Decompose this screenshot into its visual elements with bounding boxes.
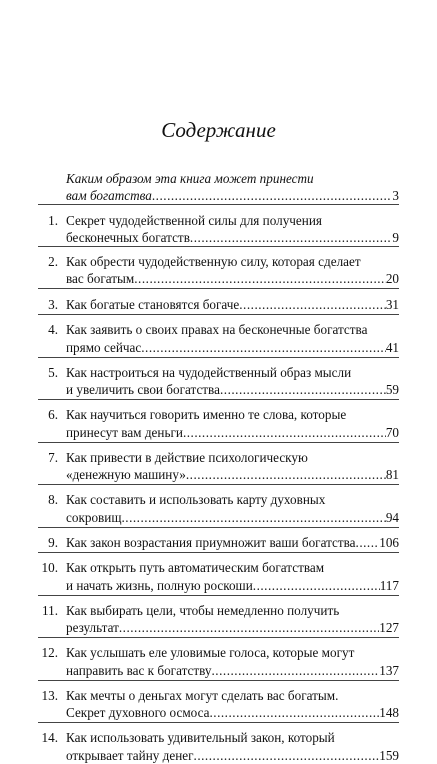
chapter-number: 6. (48, 407, 58, 422)
page-number: 41 (385, 340, 399, 355)
toc-entry-text: результат (66, 620, 119, 635)
toc-entry-leader (66, 467, 399, 483)
toc-entry-leader (66, 748, 399, 764)
page-number: 94 (385, 510, 399, 525)
dot-leader (134, 271, 386, 287)
page-number: 159 (379, 748, 399, 763)
toc-entry-text: Как составить и использовать карту духовных (66, 492, 326, 507)
dot-leader (356, 535, 380, 551)
dot-leader (253, 578, 380, 594)
toc-entry-text: Как научиться говорить именно те слова, которые (66, 407, 347, 422)
chapter-number: 9. (48, 535, 58, 550)
toc-entry-leader (66, 340, 399, 356)
toc-entry-text: Как обрести чудодейственную силу, которая сделает (66, 254, 361, 269)
dot-leader (194, 748, 380, 764)
chapter-number: 11. (42, 603, 58, 618)
page-title: Содержание (161, 118, 276, 142)
toc-entry-text: сокровищ (66, 510, 122, 525)
chapter-number: 2. (48, 254, 58, 269)
toc-entry-text: и увеличить свои богатства (66, 382, 220, 397)
toc-entry-text: Секрет духовного осмоса (66, 705, 210, 720)
dot-leader (119, 620, 379, 636)
toc-entry-text: бесконечных богатств (66, 230, 190, 245)
page-number: 9 (392, 230, 399, 245)
toc-entry-text: Как выбирать цели, чтобы немедленно получить (66, 603, 340, 618)
toc-entry-text: Как настроиться на чудодейственный образ мысли (66, 365, 352, 380)
divider (38, 399, 399, 400)
dot-leader (121, 510, 385, 526)
toc-entry-text: принесут вам деньги (66, 425, 183, 440)
chapter-number: 1. (48, 213, 58, 228)
page-number: 137 (379, 663, 399, 678)
toc-entry-leader (66, 382, 399, 398)
toc-entry-leader (66, 510, 399, 526)
divider (38, 314, 399, 315)
dot-leader (190, 230, 392, 246)
chapter-number: 12. (41, 645, 58, 660)
chapter-number: 3. (48, 297, 58, 312)
toc-entry-text: Как богатые становятся богаче (66, 297, 240, 312)
dot-leader (212, 663, 380, 679)
divider (38, 288, 399, 289)
chapter-number: 7. (48, 450, 58, 465)
toc-entry-text: Как услышать еле уловимые голоса, которые могут (66, 645, 355, 660)
toc-entry-text: Как мечты о деньгах могут сделать вас богатым. (66, 688, 339, 703)
toc-entry-text: направить вас к богатству (66, 663, 212, 678)
divider (38, 552, 399, 553)
toc-entry-leader (66, 230, 399, 246)
toc-entry-text: вам богатства (66, 188, 152, 203)
toc-entry-text: «денежную машину» (66, 467, 186, 482)
page-number: 127 (379, 620, 399, 635)
divider (38, 204, 399, 205)
divider (38, 680, 399, 681)
divider (38, 637, 399, 638)
toc-entry-leader (66, 620, 399, 636)
dot-leader (186, 467, 386, 483)
toc-entry-leader (66, 535, 399, 551)
page-number: 70 (385, 425, 399, 440)
toc-entry-text: Каким образом эта книга может принести (66, 171, 314, 186)
page-number: 3 (392, 188, 399, 203)
chapter-number: 4. (48, 322, 58, 337)
dot-leader (141, 340, 386, 356)
divider (38, 246, 399, 247)
toc-entry-text: вас богатым (66, 271, 135, 286)
chapter-number: 10. (41, 560, 58, 575)
toc-entry-text: и начать жизнь, полную роскоши (66, 578, 253, 593)
dot-leader (209, 705, 379, 721)
toc-entry-leader (66, 271, 399, 287)
toc-entry-leader (66, 578, 399, 594)
toc-entry-leader (66, 663, 399, 679)
divider (38, 442, 399, 443)
divider (38, 527, 399, 528)
dot-leader (239, 297, 386, 313)
page-number: 59 (385, 382, 399, 397)
divider (38, 595, 399, 596)
toc-entry-leader (66, 705, 399, 721)
toc-entry-text: Как закон возрастания приумножит ваши богатства (66, 535, 356, 550)
page-number: 148 (379, 705, 399, 720)
divider (38, 357, 399, 358)
toc-entry-text: Как заявить о своих правах на бесконечные богатства (66, 322, 368, 337)
divider (38, 484, 399, 485)
dot-leader (220, 382, 386, 398)
page-number: 106 (379, 535, 399, 550)
toc-entry-text: Секрет чудодейственной силы для получения (66, 213, 322, 228)
toc-entry-leader (66, 425, 399, 441)
chapter-number: 14. (41, 730, 58, 745)
toc-entry-text: Как открыть путь автоматическим богатствам (66, 560, 325, 575)
toc-entry-leader (66, 188, 399, 204)
chapter-number: 13. (41, 688, 58, 703)
page-number: 31 (385, 297, 399, 312)
toc-entry-text: прямо сейчас (66, 340, 142, 355)
page-number: 81 (385, 467, 399, 482)
page-number: 117 (379, 578, 399, 593)
divider (38, 722, 399, 723)
toc-entry-text: Как использовать удивительный закон, который (66, 730, 335, 745)
toc-entry-text: открывает тайну денег (66, 748, 194, 763)
page-number: 20 (385, 271, 399, 286)
dot-leader (183, 425, 386, 441)
chapter-number: 8. (48, 492, 58, 507)
dot-leader (152, 188, 393, 204)
toc-entry-leader (66, 297, 399, 313)
toc-entry-text: Как привести в действие психологическую (66, 450, 308, 465)
chapter-number: 5. (48, 365, 58, 380)
